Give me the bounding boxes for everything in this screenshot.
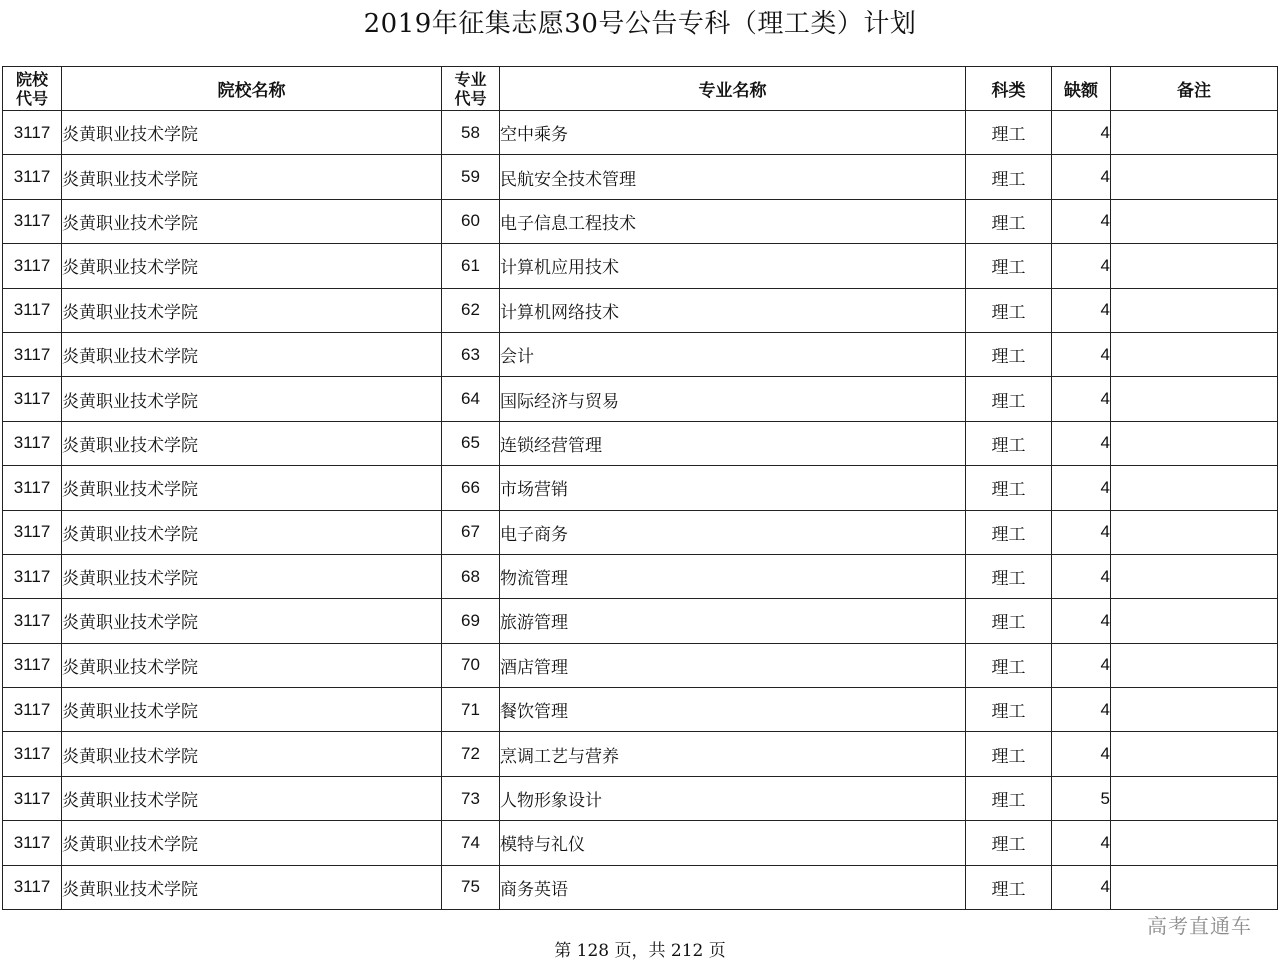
- cell-major-name: 空中乘务: [500, 111, 966, 155]
- cell-major-code: 63: [442, 332, 500, 376]
- cell-quota: 4: [1052, 377, 1111, 421]
- cell-remarks: [1111, 377, 1278, 421]
- table-body: [3, 111, 1278, 910]
- cell-school-code: 3117: [3, 155, 62, 199]
- cell-remarks: [1111, 732, 1278, 776]
- table-row: [3, 199, 1278, 243]
- cell-major-name: 酒店管理: [500, 643, 966, 687]
- cell-remarks: [1111, 865, 1278, 909]
- table-row: [3, 510, 1278, 554]
- cell-major-name: 人物形象设计: [500, 776, 966, 820]
- cell-major-name: 物流管理: [500, 554, 966, 598]
- cell-major-code: 71: [442, 688, 500, 732]
- cell-quota: 4: [1052, 510, 1111, 554]
- cell-major-name: 商务英语: [500, 865, 966, 909]
- cell-remarks: [1111, 244, 1278, 288]
- cell-category: 理工: [966, 510, 1052, 554]
- cell-school-name: 炎黄职业技术学院: [62, 510, 442, 554]
- table-row: [3, 732, 1278, 776]
- cell-school-name: 炎黄职业技术学院: [62, 599, 442, 643]
- page-footer: 第 128 页，共 212 页: [554, 941, 726, 961]
- document-title: 2019年征集志愿30号公告专科（理工类）计划: [363, 9, 917, 39]
- cell-major-name: 连锁经营管理: [500, 421, 966, 465]
- cell-major-code: 60: [442, 199, 500, 243]
- cell-remarks: [1111, 466, 1278, 510]
- cell-major-code: 58: [442, 111, 500, 155]
- cell-major-name: 会计: [500, 332, 966, 376]
- cell-category: 理工: [966, 732, 1052, 776]
- cell-quota: 4: [1052, 688, 1111, 732]
- header-category: 科类: [966, 67, 1052, 111]
- cell-major-name: 模特与礼仪: [500, 821, 966, 865]
- cell-category: 理工: [966, 421, 1052, 465]
- header-quota: 缺额: [1052, 67, 1111, 111]
- cell-school-name: 炎黄职业技术学院: [62, 643, 442, 687]
- cell-major-name: 民航安全技术管理: [500, 155, 966, 199]
- cell-school-code: 3117: [3, 554, 62, 598]
- cell-remarks: [1111, 643, 1278, 687]
- cell-school-name: 炎黄职业技术学院: [62, 776, 442, 820]
- cell-major-code: 70: [442, 643, 500, 687]
- cell-major-code: 72: [442, 732, 500, 776]
- table-row: [3, 688, 1278, 732]
- header-school-code: [3, 67, 62, 111]
- header-major-name: 专业名称: [500, 67, 966, 111]
- cell-school-code: 3117: [3, 199, 62, 243]
- cell-school-name: 炎黄职业技术学院: [62, 155, 442, 199]
- cell-school-name: 炎黄职业技术学院: [62, 821, 442, 865]
- cell-quota: 4: [1052, 821, 1111, 865]
- cell-remarks: [1111, 821, 1278, 865]
- table-row: [3, 155, 1278, 199]
- cell-category: 理工: [966, 821, 1052, 865]
- cell-major-name: 计算机应用技术: [500, 244, 966, 288]
- cell-category: 理工: [966, 111, 1052, 155]
- cell-major-code: 59: [442, 155, 500, 199]
- cell-major-name: 旅游管理: [500, 599, 966, 643]
- cell-quota: 4: [1052, 199, 1111, 243]
- cell-remarks: [1111, 199, 1278, 243]
- cell-quota: 4: [1052, 732, 1111, 776]
- cell-quota: 4: [1052, 421, 1111, 465]
- cell-major-name: 电子信息工程技术: [500, 199, 966, 243]
- table-row: [3, 865, 1278, 909]
- cell-quota: 4: [1052, 244, 1111, 288]
- cell-school-code: 3117: [3, 776, 62, 820]
- cell-category: 理工: [966, 865, 1052, 909]
- cell-category: 理工: [966, 199, 1052, 243]
- cell-remarks: [1111, 421, 1278, 465]
- cell-major-code: 69: [442, 599, 500, 643]
- cell-category: 理工: [966, 599, 1052, 643]
- cell-school-code: 3117: [3, 865, 62, 909]
- table-row: [3, 377, 1278, 421]
- enrollment-plan-table: [2, 66, 1278, 910]
- cell-school-code: 3117: [3, 510, 62, 554]
- cell-remarks: [1111, 599, 1278, 643]
- table-row: [3, 244, 1278, 288]
- table-row: [3, 643, 1278, 687]
- cell-quota: 5: [1052, 776, 1111, 820]
- cell-major-code: 66: [442, 466, 500, 510]
- cell-category: 理工: [966, 377, 1052, 421]
- cell-school-name: 炎黄职业技术学院: [62, 865, 442, 909]
- cell-quota: 4: [1052, 111, 1111, 155]
- table-row: [3, 288, 1278, 332]
- cell-major-name: 国际经济与贸易: [500, 377, 966, 421]
- cell-category: 理工: [966, 554, 1052, 598]
- cell-school-code: 3117: [3, 688, 62, 732]
- cell-major-code: 61: [442, 244, 500, 288]
- cell-major-code: 74: [442, 821, 500, 865]
- cell-school-name: 炎黄职业技术学院: [62, 688, 442, 732]
- cell-category: 理工: [966, 643, 1052, 687]
- cell-quota: 4: [1052, 865, 1111, 909]
- table-row: [3, 554, 1278, 598]
- cell-school-name: 炎黄职业技术学院: [62, 111, 442, 155]
- cell-school-code: 3117: [3, 377, 62, 421]
- header-major-code-line1: 专业: [454, 69, 487, 89]
- cell-category: 理工: [966, 466, 1052, 510]
- cell-school-code: 3117: [3, 643, 62, 687]
- cell-quota: 4: [1052, 466, 1111, 510]
- cell-major-name: 烹调工艺与营养: [500, 732, 966, 776]
- cell-quota: 4: [1052, 643, 1111, 687]
- cell-remarks: [1111, 554, 1278, 598]
- cell-school-name: 炎黄职业技术学院: [62, 288, 442, 332]
- cell-remarks: [1111, 155, 1278, 199]
- cell-school-name: 炎黄职业技术学院: [62, 554, 442, 598]
- cell-school-code: 3117: [3, 244, 62, 288]
- cell-major-code: 73: [442, 776, 500, 820]
- cell-school-code: 3117: [3, 332, 62, 376]
- cell-school-name: 炎黄职业技术学院: [62, 244, 442, 288]
- cell-school-code: 3117: [3, 821, 62, 865]
- cell-quota: 4: [1052, 554, 1111, 598]
- table-row: [3, 421, 1278, 465]
- cell-school-name: 炎黄职业技术学院: [62, 421, 442, 465]
- cell-major-code: 67: [442, 510, 500, 554]
- cell-major-code: 62: [442, 288, 500, 332]
- cell-major-name: 电子商务: [500, 510, 966, 554]
- header-school-code-line2: 代号: [15, 88, 48, 108]
- cell-remarks: [1111, 111, 1278, 155]
- cell-school-name: 炎黄职业技术学院: [62, 466, 442, 510]
- cell-school-name: 炎黄职业技术学院: [62, 377, 442, 421]
- cell-category: 理工: [966, 244, 1052, 288]
- cell-major-code: 75: [442, 865, 500, 909]
- cell-quota: 4: [1052, 599, 1111, 643]
- table-row: [3, 776, 1278, 820]
- watermark: 高考直通车: [1147, 914, 1252, 938]
- table-row: [3, 821, 1278, 865]
- cell-remarks: [1111, 332, 1278, 376]
- header-remarks: 备注: [1111, 67, 1278, 111]
- cell-school-code: 3117: [3, 466, 62, 510]
- cell-school-name: 炎黄职业技术学院: [62, 332, 442, 376]
- cell-school-code: 3117: [3, 111, 62, 155]
- cell-category: 理工: [966, 332, 1052, 376]
- cell-major-name: 餐饮管理: [500, 688, 966, 732]
- cell-school-code: 3117: [3, 421, 62, 465]
- cell-school-name: 炎黄职业技术学院: [62, 732, 442, 776]
- header-school-code-line1: 院校: [15, 69, 48, 89]
- cell-major-code: 68: [442, 554, 500, 598]
- cell-quota: 4: [1052, 155, 1111, 199]
- header-school-name: 院校名称: [62, 67, 442, 111]
- cell-quota: 4: [1052, 288, 1111, 332]
- cell-remarks: [1111, 776, 1278, 820]
- cell-major-name: 计算机网络技术: [500, 288, 966, 332]
- table-header-row: [3, 67, 1278, 111]
- cell-category: 理工: [966, 688, 1052, 732]
- table-row: [3, 332, 1278, 376]
- cell-school-name: 炎黄职业技术学院: [62, 199, 442, 243]
- cell-remarks: [1111, 688, 1278, 732]
- cell-category: 理工: [966, 155, 1052, 199]
- cell-category: 理工: [966, 288, 1052, 332]
- cell-remarks: [1111, 510, 1278, 554]
- cell-remarks: [1111, 288, 1278, 332]
- cell-major-name: 市场营销: [500, 466, 966, 510]
- table-row: [3, 466, 1278, 510]
- header-major-code: [442, 67, 500, 111]
- cell-major-code: 64: [442, 377, 500, 421]
- cell-major-code: 65: [442, 421, 500, 465]
- cell-category: 理工: [966, 776, 1052, 820]
- table-row: [3, 111, 1278, 155]
- cell-school-code: 3117: [3, 288, 62, 332]
- header-major-code-line2: 代号: [454, 88, 487, 108]
- cell-school-code: 3117: [3, 732, 62, 776]
- cell-school-code: 3117: [3, 599, 62, 643]
- cell-quota: 4: [1052, 332, 1111, 376]
- table-row: [3, 599, 1278, 643]
